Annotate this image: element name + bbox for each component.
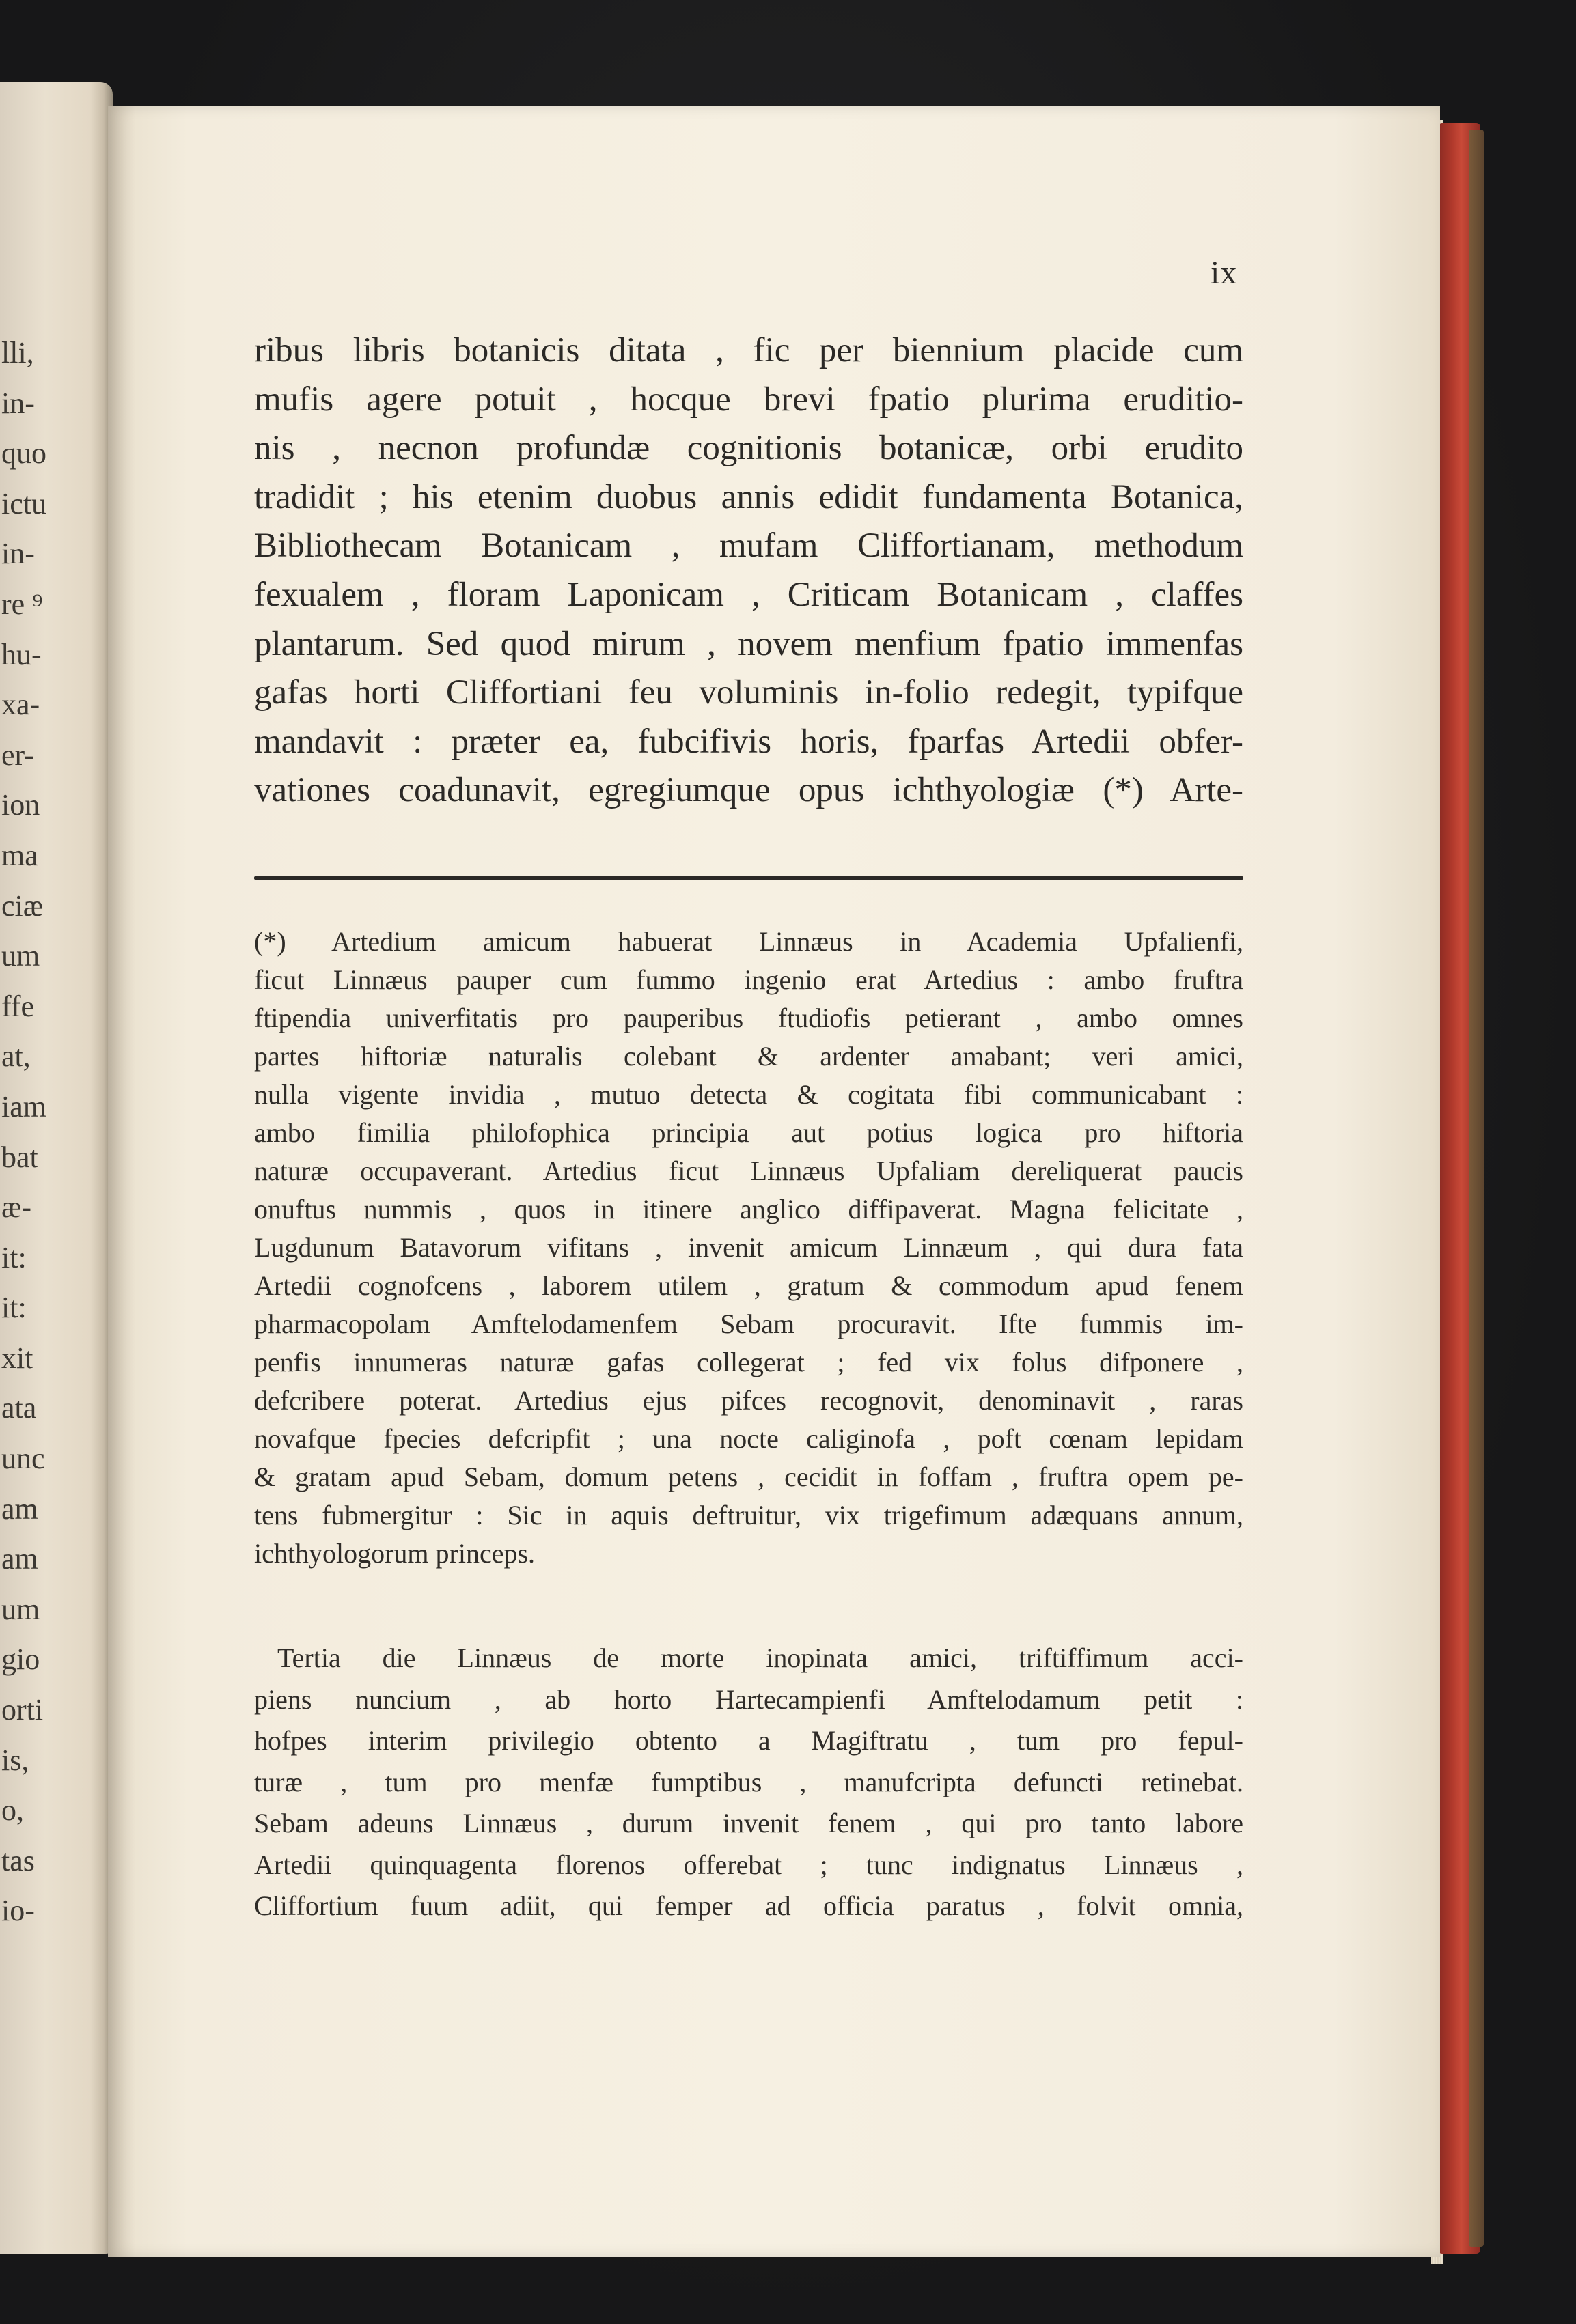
continuation-line: Sebam adeuns Linnæus , durum invenit fenem , qui pro tanto labore [254,1808,1243,1838]
footnote-line: partes hiftoriæ naturalis colebant & ardenter amabant; veri amici, [254,1041,1243,1072]
continuation-line: Tertia die Linnæus de morte inopinata amici, triftiffimum acci- [277,1642,1243,1673]
previous-page-line: in- [1,386,35,420]
previous-page-line: re ⁹ [1,587,43,621]
page-number: ix [1211,255,1238,291]
previous-page-line: xa- [1,688,40,722]
previous-page-line: it: [1,1240,27,1274]
footnote-line: naturæ occupaverant. Artedius ficut Linnæus Upfaliam dereliquerat paucis [254,1156,1243,1186]
footnote-line: ambo fimilia philofophica principia aut potius logica pro hiftoria [254,1117,1243,1148]
previous-page-line: quo [1,436,46,471]
previous-page-line: ffe [1,989,35,1023]
text-line: mufis agere potuit , hocque brevi fpatio plurima eruditio- [254,380,1243,419]
previous-page-line: xit [1,1341,33,1375]
previous-page-line: hu- [1,637,42,671]
previous-page-line: ciæ [1,888,44,923]
previous-page-line: in- [1,537,35,571]
previous-page-line: ion [1,788,40,822]
footnote-line: defcribere poterat. Artedius ejus pifces recognovit, denominavit , raras [254,1385,1243,1416]
cover-edge [1469,130,1484,2247]
footnote-line: onuftus nummis , quos in itinere anglico diffipaverat. Magna felicitate , [254,1194,1243,1224]
previous-page-line: bat [1,1140,38,1174]
footnote-line: Artedii cognofcens , laborem utilem , gratum & commodum apud fenem [254,1270,1243,1301]
previous-page-line: o, [1,1793,24,1828]
main-text-block [254,326,1243,815]
previous-page-line: is, [1,1743,29,1777]
previous-page-line: lli, [1,336,34,369]
previous-page-line: orti [1,1693,44,1727]
footnote-line: & gratam apud Sebam, domum petens , cecidit in foffam , fruftra opem pe- [254,1461,1243,1492]
continuation-line: hofpes interim privilegio obtento a Magiftratu , tum pro fepul- [254,1725,1243,1756]
previous-page-line: ma [1,838,38,872]
previous-page-line: it: [1,1291,27,1325]
text-line: ribus libris botanicis ditata , fic per biennium placide cum [254,331,1243,369]
footnote-line: pharmacopolam Amftelodamenfem Sebam procuravit. Ifte fummis im- [254,1308,1243,1339]
continuation-line: Cliffortium fuum adiit, qui femper ad officia paratus , folvit omnia, [254,1890,1243,1921]
text-line: mandavit : præter ea, fubcifivis horis, fparfas Artedii obfer- [254,722,1243,761]
previous-page-line: tas [1,1843,35,1877]
previous-page-line: am [1,1492,38,1526]
previous-page-line: um [1,939,40,973]
previous-page-line: am [1,1542,38,1576]
footnote-line: Lugdunum Batavorum vifitans , invenit amicum Linnæum , qui dura fata [254,1232,1243,1263]
previous-page-line: iam [1,1089,46,1123]
previous-page-line: æ- [1,1190,31,1224]
footnote-line: ftipendia univerfitatis pro pauperibus ftudiofis petierant , ambo omnes [254,1003,1243,1033]
previous-page-line: ictu [1,486,46,520]
previous-page-line: um [1,1592,40,1626]
previous-page [0,82,113,2254]
previous-page-line: at, [1,1039,31,1074]
continuation-text-block [254,1638,1243,1927]
continuation-line: piens nuncium , ab horto Hartecampienfi Amftelodamum petit : [254,1683,1243,1715]
text-line: nis , necnon profundæ cognitionis botanicæ, orbi erudito [254,429,1243,468]
previous-page-line: io- [1,1894,35,1928]
text-line: plantarum. Sed quod mirum , novem menfium fpatio immenfas [254,624,1243,663]
previous-page-line: unc [1,1442,45,1476]
gutter-shadow [108,106,135,2257]
previous-page-line: ata [1,1391,37,1425]
footnote-block [254,923,1243,1573]
continuation-line: turæ , tum pro menfæ fumptibus , manufcripta defuncti retinebat. [254,1766,1243,1797]
footnote-line: nulla vigente invidia , mutuo detecta & cogitata fibi communicabant : [254,1079,1243,1110]
previous-page-line: gio [1,1642,40,1677]
text-line: vationes coadunavit, egregiumque opus ichthyologiæ (*) Arte- [254,771,1243,810]
text-line: tradidit ; his etenim duobus annis edidit fundamenta Botanica, [254,477,1243,516]
footnote-line: (*) Artedium amicum habuerat Linnæus in Academia Upfalienfi, [254,926,1243,957]
footnote-line: tens fubmergitur : Sic in aquis deftruitur, vix trigefimum adæquans annum, [254,1500,1243,1530]
previous-page-text [0,328,113,1936]
text-line: Bibliothecam Botanicam , mufam Cliffortianam, methodum [254,527,1243,565]
text-line: gafas horti Cliffortiani feu voluminis in-folio redegit, typifque [254,673,1243,712]
continuation-line: Artedii quinquagenta florenos offerebat ; tunc indignatus Linnæus , [254,1849,1243,1880]
footnote-line: novafque fpecies defcripfit ; una nocte caliginofa , poft cœnam lepidam [254,1423,1243,1454]
footnote-line: penfis innumeras naturæ gafas collegerat ; fed vix folus difponere , [254,1347,1243,1377]
previous-page-line: er- [1,738,34,772]
footnote-rule [254,876,1243,880]
footnote-line: ficut Linnæus pauper cum fummo ingenio erat Artedius : ambo fruftra [254,964,1243,995]
footnote-line: ichthyologorum princeps. [254,1538,536,1569]
text-line: fexualem , floram Laponicam , Criticam Botanicam , claffes [254,575,1243,614]
